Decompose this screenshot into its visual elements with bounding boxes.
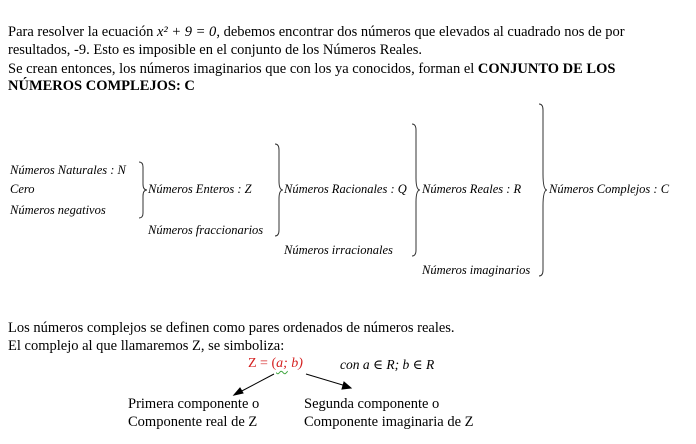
arrow-right-head — [342, 382, 351, 389]
label-complejos: Números Complejos : C — [549, 182, 670, 196]
label-imaginarios: Números imaginarios — [422, 263, 531, 277]
label-fraccionarios: Números fraccionarios — [148, 223, 264, 237]
intro-line-4-bold: NÚMEROS COMPLEJOS: C — [8, 78, 195, 94]
first-component-label-2: Componente real de Z — [128, 414, 258, 430]
z-component-b: b) — [287, 356, 303, 371]
second-component-label-1: Segunda componente o — [304, 396, 440, 412]
equation: x² + 9 = 0 — [156, 24, 217, 40]
intro-line-3-bold: CONJUNTO DE LOS — [477, 61, 616, 77]
intro-line-1-pre: Para resolver la ecuación — [8, 24, 154, 40]
first-component-label-1: Primera componente o — [128, 396, 260, 412]
label-enteros: Números Enteros : Z — [148, 182, 252, 196]
z-prefix: Z = ( — [248, 356, 277, 371]
second-component-label-2: Componente imaginaria de Z — [304, 414, 474, 430]
definition-line-1: Los números complejos se definen como pares ordenados de números reales. — [8, 320, 455, 336]
label-cero: Cero — [10, 182, 35, 196]
intro-line-1-post: , debemos encontrar dos números que elevados al cuadrado nos de por — [216, 24, 625, 40]
label-reales: Números Reales : R — [422, 182, 522, 196]
definition-line-2: El complejo al que llamaremos Z, se simboliza: — [8, 338, 285, 354]
intro-line-2: resultados, -9. Esto es imposible en el conjunto de los Números Reales. — [8, 42, 422, 58]
complex-condition: con a ∈ R; b ∈ R — [340, 357, 435, 372]
label-irracionales: Números irracionales — [284, 243, 393, 257]
label-racionales: Números Racionales : Q — [284, 182, 407, 196]
intro-line-3-pre: Se crean entonces, los números imaginarios que con los ya conocidos, forman el — [8, 61, 478, 77]
z-component-a: a; — [276, 356, 288, 371]
arrow-left-head — [234, 388, 243, 395]
label-negativos: Números negativos — [10, 203, 106, 217]
label-naturales: Números Naturales : N — [10, 163, 126, 177]
